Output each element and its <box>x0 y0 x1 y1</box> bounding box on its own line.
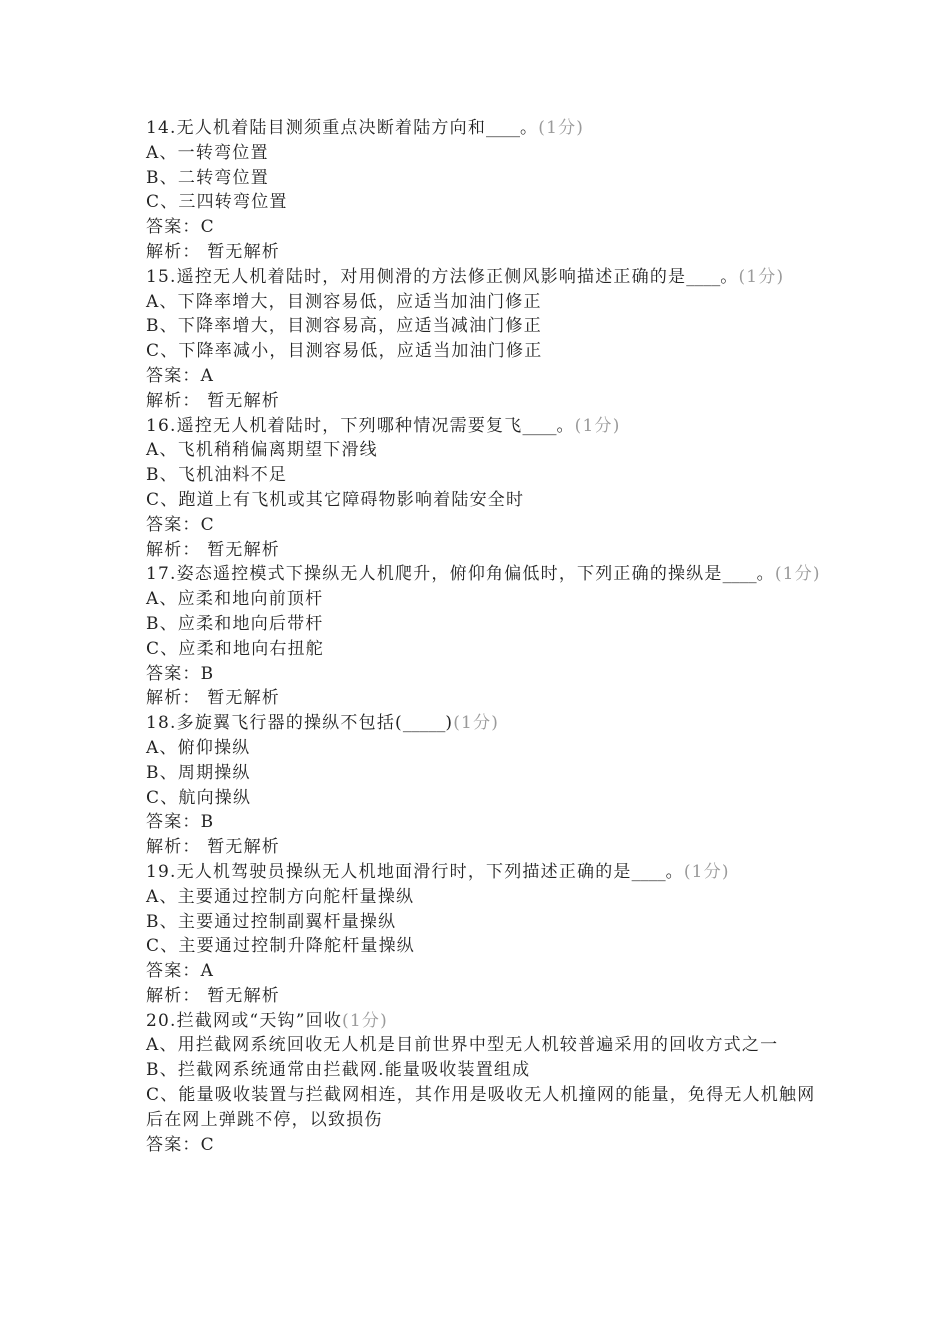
answer-blank: _____ <box>402 713 446 734</box>
analysis-line: 解析： 暂无解析 <box>146 241 281 262</box>
option-a: A、俯仰操纵 <box>146 737 251 758</box>
answer-line: 答案：C <box>146 514 215 535</box>
answer-line: 答案：A <box>146 365 215 386</box>
question-stem: 14.无人机着陆目测须重点决断着陆方向和____。(1分) <box>146 118 585 138</box>
option-a: A、应柔和地向前顶杆 <box>146 589 324 610</box>
option-b: B、周期操纵 <box>146 762 251 783</box>
answer-line: 答案：C <box>146 1134 215 1155</box>
question-stem: 18.多旋翼飞行器的操纵不包括(_____)(1分) <box>146 713 500 734</box>
option-c: C、下降率减小，目测容易低，应适当加油门修正 <box>146 341 543 362</box>
option-a: A、飞机稍稍偏离期望下滑线 <box>146 440 378 461</box>
option-a: A、用拦截网系统回收无人机是目前世界中型无人机较普遍采用的回收方式之一 <box>146 1035 779 1056</box>
option-a: A、主要通过控制方向舵杆量操纵 <box>146 886 415 907</box>
option-c: C、三四转弯位置 <box>146 192 288 213</box>
option-b: B、应柔和地向后带杆 <box>146 613 324 634</box>
question-stem: 17.姿态遥控模式下操纵无人机爬升，俯仰角偏低时，下列正确的操纵是____。(1分) <box>146 564 821 585</box>
question-stem: 16.遥控无人机着陆时，下列哪种情况需要复飞____。(1分) <box>146 415 621 436</box>
option-a: A、一转弯位置 <box>146 142 269 163</box>
question-stem: 20.拦截网或“天钩”回收(1分) <box>146 1010 388 1031</box>
option-c: C、跑道上有飞机或其它障碍物影响着陆安全时 <box>146 489 525 510</box>
analysis-line: 解析： 暂无解析 <box>146 390 281 411</box>
option-b: B、主要通过控制副翼杆量操纵 <box>146 911 397 932</box>
answer-blank: ____ <box>486 118 521 138</box>
score-label: (1分) <box>453 713 500 734</box>
answer-line: 答案：A <box>146 961 215 982</box>
option-c: C、航向操纵 <box>146 787 252 808</box>
answer-blank: ____ <box>722 564 757 585</box>
score-label: (1分) <box>538 118 585 138</box>
question-stem: 19.无人机驾驶员操纵无人机地面滑行时，下列描述正确的是____。(1分) <box>146 861 730 882</box>
answer-blank: ____ <box>686 266 721 287</box>
option-b: B、二转弯位置 <box>146 167 269 188</box>
option-c: C、应柔和地向右扭舵 <box>146 638 325 659</box>
analysis-line: 解析： 暂无解析 <box>146 539 281 560</box>
answer-blank: ____ <box>631 861 666 882</box>
answer-line: 答案：C <box>146 217 215 238</box>
answer-blank: ____ <box>522 415 557 436</box>
score-label: (1分) <box>683 861 730 882</box>
option-b: B、飞机油料不足 <box>146 465 288 486</box>
question-stem: 15.遥控无人机着陆时，对用侧滑的方法修正侧风影响描述正确的是____。(1分) <box>146 266 785 287</box>
analysis-line: 解析： 暂无解析 <box>146 985 281 1006</box>
option-c: C、能量吸收装置与拦截网相连，其作用是吸收无人机撞网的能量，免得无人机触网后在网上弹跳不停，以致损伤 <box>146 1085 816 1130</box>
score-label: (1分) <box>574 415 621 436</box>
answer-line: 答案：B <box>146 663 215 684</box>
option-a: A、下降率增大，目测容易低，应适当加油门修正 <box>146 291 542 312</box>
option-b: B、拦截网系统通常由拦截网.能量吸收装置组成 <box>146 1060 531 1081</box>
answer-line: 答案：B <box>146 812 215 833</box>
score-label: (1分) <box>342 1010 388 1031</box>
analysis-line: 解析： 暂无解析 <box>146 837 281 858</box>
analysis-line: 解析： 暂无解析 <box>146 688 281 709</box>
score-label: (1分) <box>774 564 821 585</box>
option-c: C、主要通过控制升降舵杆量操纵 <box>146 936 416 957</box>
option-b: B、下降率增大，目测容易高，应适当减油门修正 <box>146 316 542 337</box>
document-page <box>146 116 826 1157</box>
score-label: (1分) <box>738 266 785 287</box>
